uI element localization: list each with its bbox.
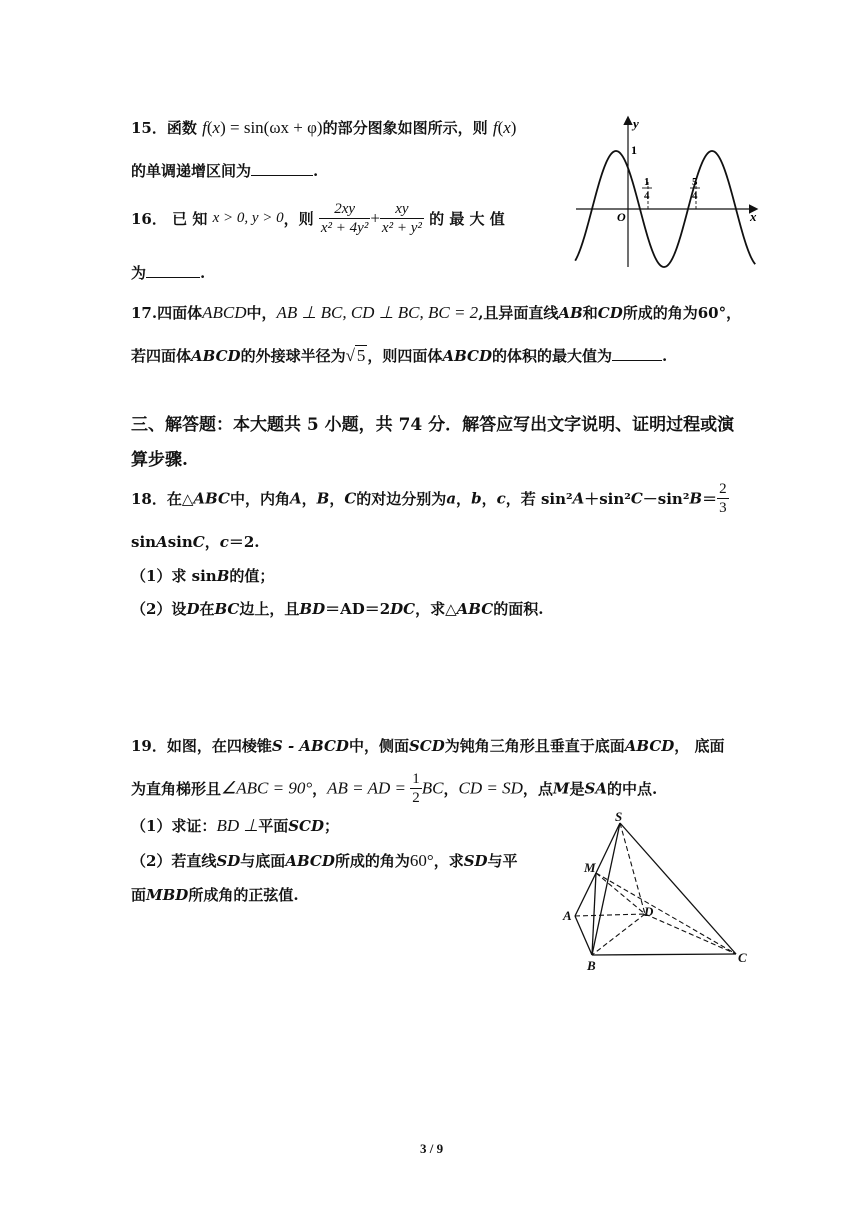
edge-sc (620, 823, 736, 954)
answer-blank (146, 276, 200, 278)
q19-part1: （1）求证：BD ⊥平面SCD； (131, 816, 339, 835)
q16-line2: 为 . (131, 264, 206, 282)
q17-line2: 若四面体ABCD的外接球半径为√ 5 ，则四面体ABCD的体积的最大值为 . (131, 346, 668, 365)
q19-part2-line1: （2）若直线SD与底面ABCD所成的角为60°，求SD与平 (131, 851, 518, 870)
quarter-num: 1 (644, 176, 650, 188)
quarter-den: 4 (644, 190, 650, 202)
section-heading-line2: 算步骤. (131, 450, 188, 470)
edge-ma (575, 873, 596, 916)
edge-md (596, 873, 645, 914)
q18-part2: （2）设D在BC边上，且BD＝AD＝2DC，求△ABC的面积. (131, 600, 544, 618)
sine-graph (572, 112, 762, 272)
y-label: y (633, 116, 639, 131)
edge-ad (575, 914, 645, 916)
section-heading-line1: 三、解答题：本大题共 5 小题，共 74 分．解答应写出文字说明、证明过程或演 (131, 415, 735, 435)
sqrt-5: √ 5 (345, 346, 366, 365)
page-number: 3 / 9 (420, 1141, 444, 1156)
fraction-two-thirds: $\frac{2}{3}$ (719, 481, 727, 516)
q16-line1: 16． 已 知 x > 0, y > 0，则 $\frac{2xy}{\text{x² + 4y²}}$ + $\frac{xy}{\text{x² + y²}}$ 的 最 大 值 (131, 201, 505, 236)
x-label: x (750, 209, 757, 224)
edge-bc (592, 954, 736, 955)
five-quarter-num: 5 (692, 176, 698, 188)
vertex-b-label: B (587, 958, 596, 973)
q18-line2: sinAsinC，c＝2. (131, 533, 260, 551)
edge-mc (596, 873, 736, 954)
vertex-s-label: S (615, 809, 623, 824)
y-one-label: 1 (631, 143, 637, 157)
q15-line2: 的单调递增区间为 . (131, 162, 319, 180)
fraction-2xy: $\frac{2xy}{\text{x² + 4y²}}$ (320, 201, 369, 236)
edge-sm (596, 823, 620, 873)
q19-line1: 19．如图，在四棱锥S - ABCD中，侧面SCD为钝角三角形且垂直于底面ABCD， 底面 (131, 737, 725, 755)
answer-blank (251, 174, 313, 176)
origin-label: O (617, 210, 626, 224)
edge-dc (645, 914, 736, 954)
vertex-m-label: M (584, 860, 596, 875)
vertex-d-label: D (644, 904, 654, 919)
fraction-xy: $\frac{xy}{\text{x² + y²}}$ (381, 201, 422, 236)
vertex-c-label: C (738, 950, 747, 965)
q19-line2: 为直角梯形且∠ABC = 90°，AB = AD = $\frac{1}{2}$ BC，CD = SD，点M是SA的中点. (131, 771, 658, 806)
answer-blank (612, 359, 662, 361)
q18-part1: （1）求 sinB的值； (131, 567, 275, 585)
pyramid-figure (560, 808, 755, 978)
fraction-one-half: $\frac{1}{2}$ (412, 771, 420, 806)
q18-line1: 18．在△ABC中，内角A，B，C的对边分别为a，b，c，若 sin²A＋sin²C－sin²B＝ $\frac{2}{3}$ (131, 481, 727, 516)
vertex-a-label: A (563, 908, 572, 923)
q17-line1: 17.四面体ABCD中，AB ⊥ BC, CD ⊥ BC, BC = 2,且异面直线AB和CD所成的角为60°， (131, 303, 742, 322)
q19-part2-line2: 面MBD所成角的正弦值. (131, 886, 299, 904)
edge-ab (575, 916, 592, 955)
five-quarter-den: 4 (692, 190, 698, 202)
q15-line1: 15．函数 f(x) = sin(ωx + φ)的部分图象如图所示，则 f(x) (131, 118, 517, 137)
